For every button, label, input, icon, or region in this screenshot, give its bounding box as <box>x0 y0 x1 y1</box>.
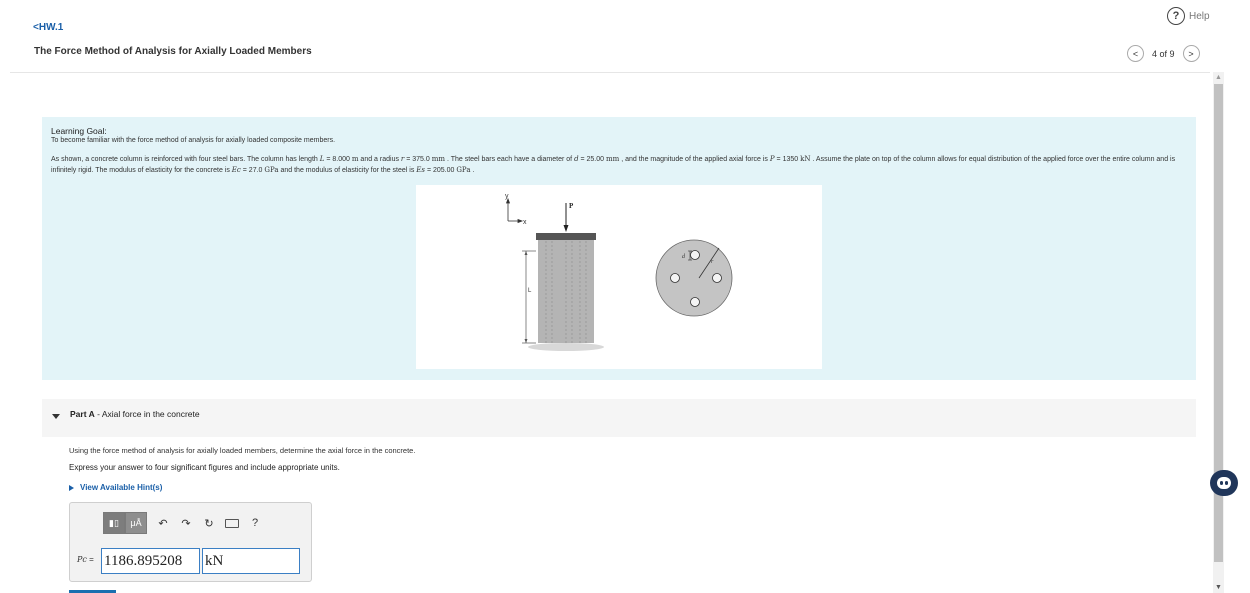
axis-y-label: y <box>505 193 509 200</box>
help-label: Help <box>1189 10 1210 22</box>
part-a-header[interactable] <box>42 399 1196 437</box>
bot-icon <box>1217 477 1231 489</box>
answer-value-input[interactable]: 1186.895208 <box>101 548 200 574</box>
help-icon: ? <box>1167 7 1185 25</box>
help-toolbar-icon[interactable]: ? <box>251 517 259 529</box>
collapse-caret-icon[interactable] <box>52 414 60 419</box>
bar-right <box>713 274 722 283</box>
help-button[interactable] <box>1167 7 1210 25</box>
answer-box <box>69 502 312 582</box>
part-a-instruction: Express your answer to four significant figures and include appropriate units. <box>69 463 340 472</box>
problem-statement: As shown, a concrete column is reinforced with four steel bars. The column has length L = 8.000 m and a radius r = 375.0 mm . The steel bars each have a diameter of d = 25.00 mm , and the magnitude of the applied axial force is P = 1350 kN . Assume the plate on top of the column allows for equal distribution of the applied force over the entire column and is infinitely rigid. The modulus of elasticity for the concrete is Ec = 27.0 GPa and the modulus of elasticity for the steel is Es = 205.00 GPa . <box>51 155 1176 174</box>
templates-button[interactable]: ▮▯ <box>103 512 125 534</box>
bar-left <box>671 274 680 283</box>
answer-label: Pc = <box>77 555 94 564</box>
length-label: L <box>528 288 532 294</box>
scroll-up-icon[interactable]: ▲ <box>1215 74 1222 81</box>
math-toolbar <box>103 512 262 534</box>
force-label: P <box>569 202 574 210</box>
learning-goal-text: To become familiar with the force method of analysis for axially loaded composite members. <box>51 137 336 144</box>
units-button[interactable]: μÅ <box>125 512 147 534</box>
ground <box>528 343 604 351</box>
next-icon[interactable]: > <box>1183 45 1200 62</box>
problem-title: The Force Method of Analysis for Axially Loaded Members <box>34 46 312 57</box>
hint-caret-icon <box>69 485 74 491</box>
view-hints-link[interactable]: View Available Hint(s) <box>69 483 162 492</box>
assistant-bot-button[interactable] <box>1210 470 1238 496</box>
part-a-title: Part A - Axial force in the concrete <box>70 409 200 419</box>
diameter-label: d <box>682 254 685 260</box>
radius-label: r <box>711 259 714 265</box>
column-diagram <box>416 185 822 369</box>
keyboard-icon[interactable] <box>225 519 239 528</box>
header-divider <box>10 72 1210 73</box>
previous-icon[interactable]: < <box>1127 45 1144 62</box>
redo-icon[interactable]: ↷ <box>181 517 191 530</box>
axis-x-label: x <box>523 219 527 226</box>
part-a-question: Using the force method of analysis for axially loaded members, determine the axial force in the concrete. <box>69 446 416 455</box>
concrete-column <box>538 240 594 343</box>
bar-bottom <box>691 298 700 307</box>
answer-unit-input[interactable]: kN <box>202 548 300 574</box>
learning-goal-heading: Learning Goal: <box>51 126 107 136</box>
bar-top <box>691 251 700 260</box>
undo-icon[interactable]: ↶ <box>158 517 168 530</box>
axes-icon <box>507 199 523 223</box>
length-dimension <box>522 251 536 343</box>
column-figure <box>416 185 822 369</box>
reset-icon[interactable]: ↻ <box>204 517 214 530</box>
pager-label: 4 of 9 <box>1152 48 1175 59</box>
scroll-down-icon[interactable]: ▼ <box>1215 584 1222 591</box>
back-to-assignment-link[interactable]: <HW.1 <box>33 22 64 33</box>
learning-goal-panel <box>42 117 1196 380</box>
pager <box>1127 45 1200 62</box>
rigid-plate <box>536 233 596 240</box>
